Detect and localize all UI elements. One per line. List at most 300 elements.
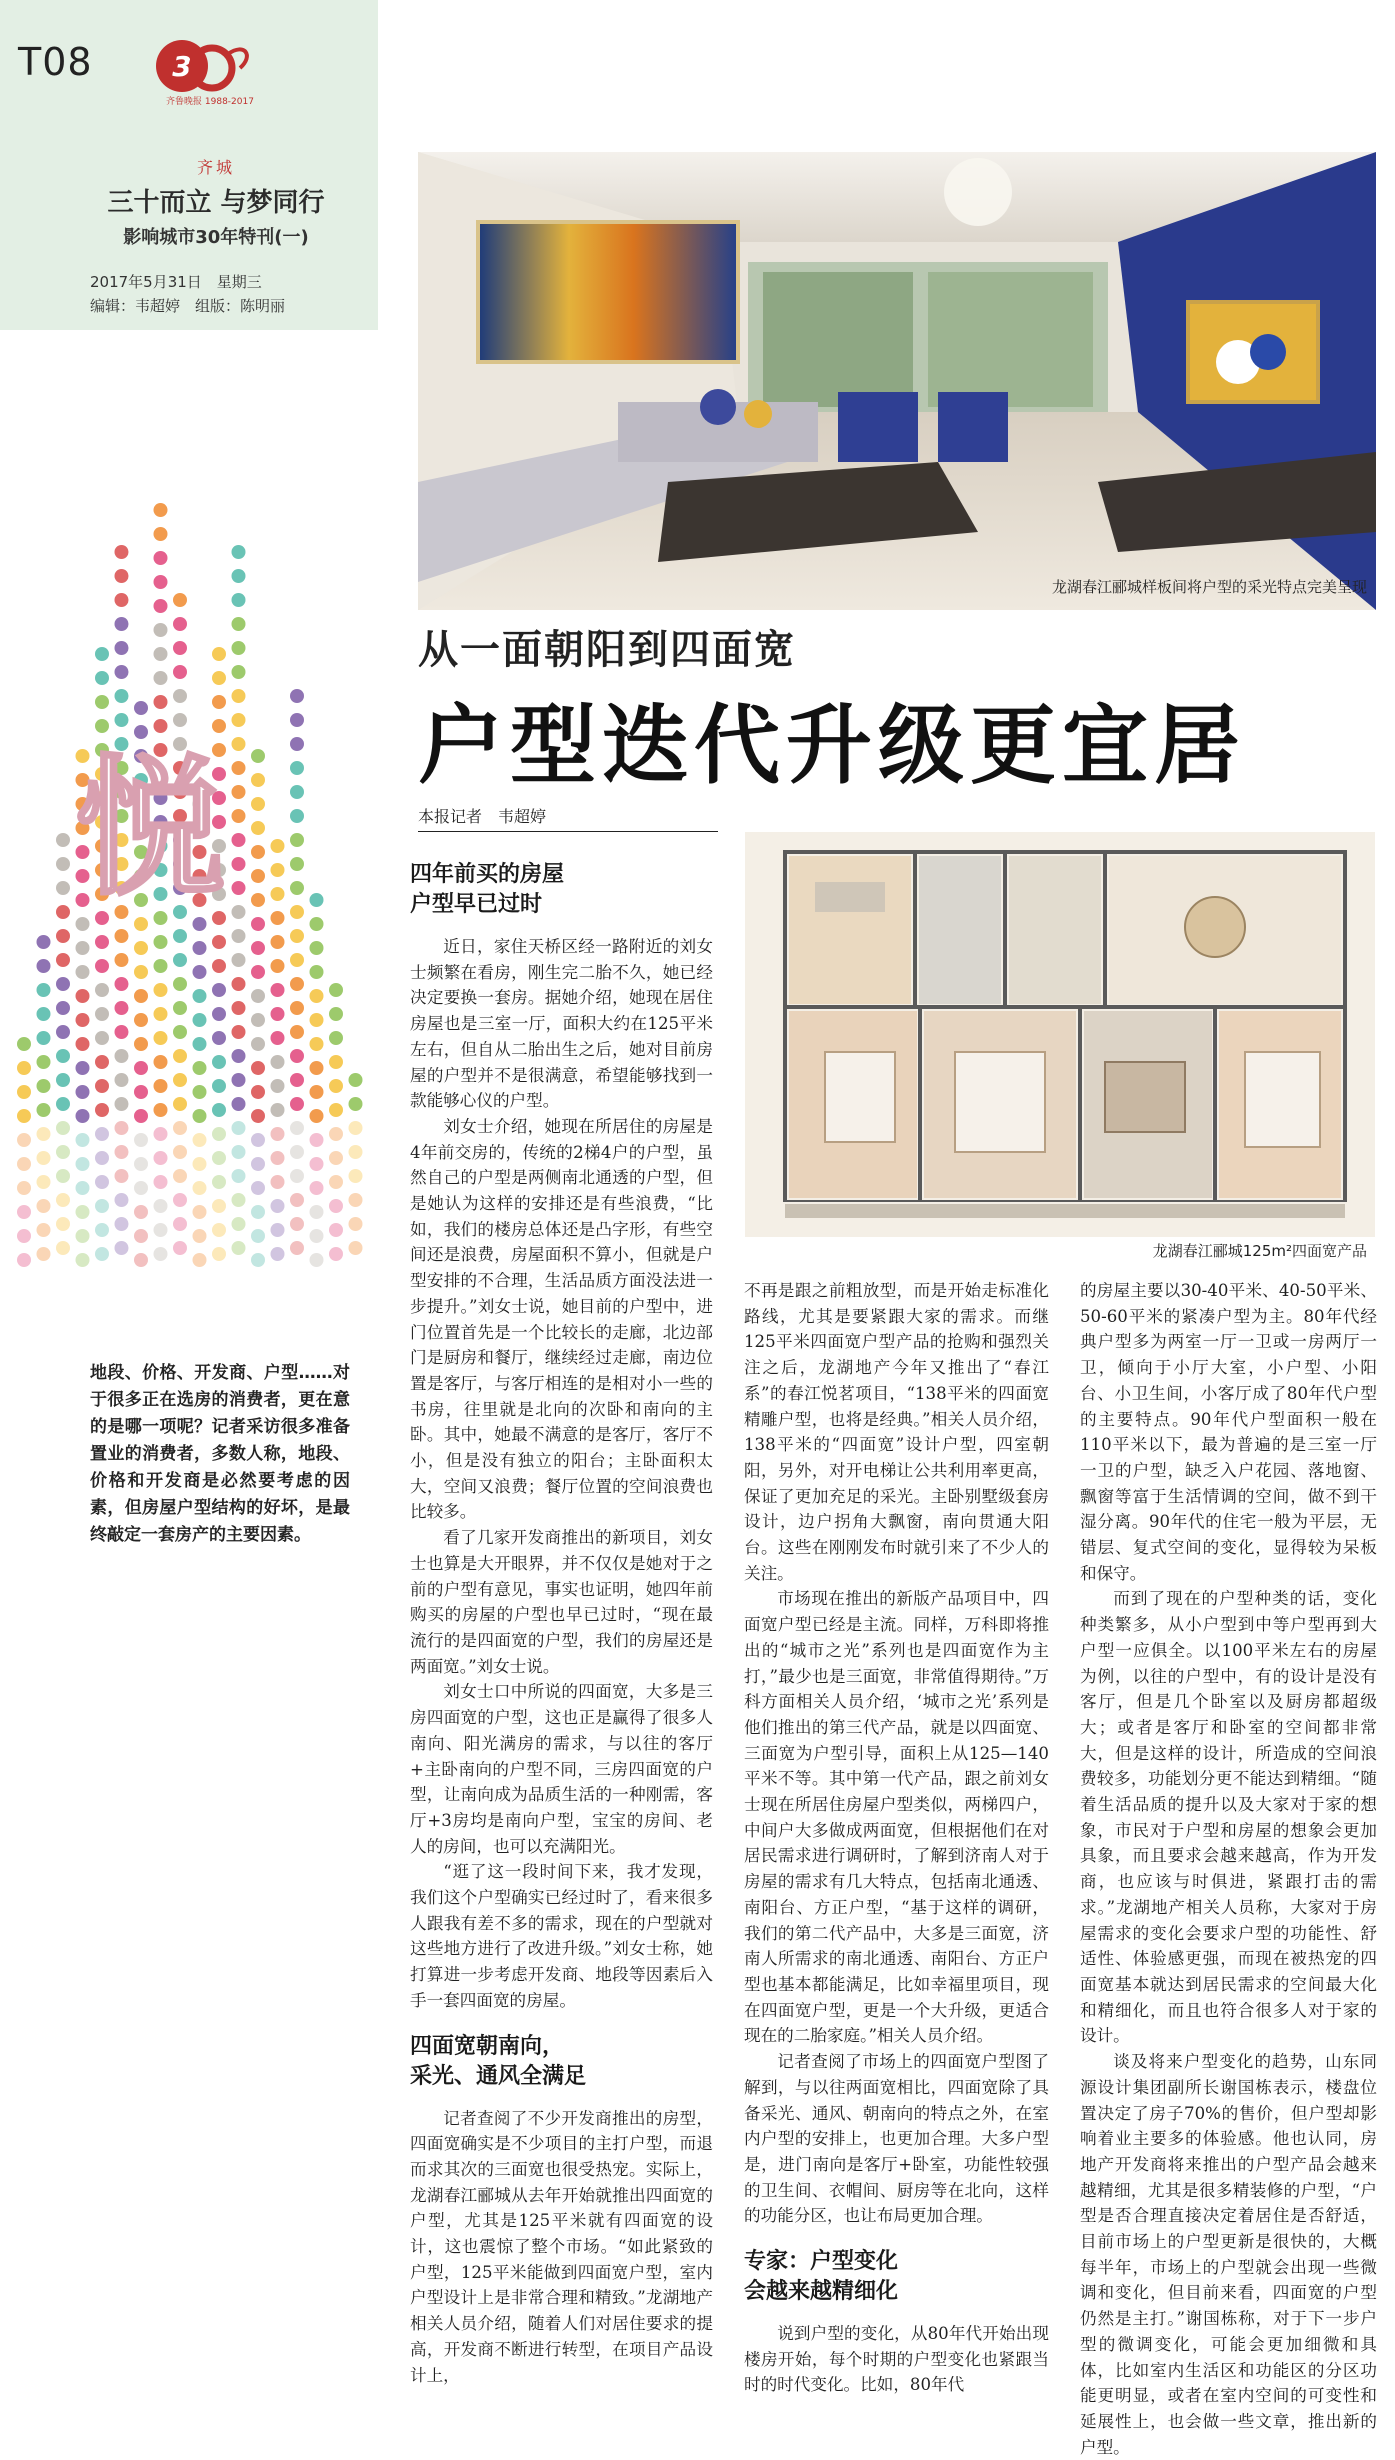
decor-dot [193,1229,207,1243]
decor-dot [290,785,304,799]
decor-dot [56,1097,70,1111]
paragraph: 近日，家住天桥区经一路附近的刘女士频繁在看房，刚生完二胎不久，她已经决定要换一套房。据她介绍，她现在居住房屋也是三室一厅，面积大约在125平米左右，但自从二胎出生之后，她对目前房屋的户型并不是很满意，希望能够找到一款能够心仪的户型。 [410,937,713,1111]
living-room-photo [418,152,1376,610]
decor-dot [95,959,109,973]
decor-dot [251,941,265,955]
decor-dot [212,1103,226,1117]
decor-dot [173,929,187,943]
decor-dot [76,1109,90,1123]
decor-dot [329,1007,343,1021]
decor-dot [76,1181,90,1195]
page-number: T08 [18,40,93,84]
decor-dot [56,1193,70,1207]
decor-dot [193,1085,207,1099]
floor-plan-caption: 龙湖春江郦城125m²四面宽产品 [1152,1242,1367,1260]
decor-dot [115,545,129,559]
decor-dot [154,575,168,589]
decor-dot [95,719,109,733]
article-headline: 户型迭代升级更宜居 [418,696,1246,796]
decor-dot [310,941,324,955]
paragraph: 不再是跟之前粗放型，而是开始走标准化路线，尤其是要紧跟大家的需求。而继125平米四面宽户型产品的抢购和强烈关注之后，龙湖地产今年又推出了“春江系”的春江悦茗项目，“138平米的四面宽精雕户型，也将是经典。”相关人员介绍，138平米的“四面宽”设计户型，四室朝阳，另外，对开电梯让公共利用率更高，保证了更加充足的采光。主卧别墅级套房设计，边户拐角大飘窗，南向贯通大阳台。这些在刚刚发布时就引来了不少人的关注。 [744,1281,1049,1583]
decor-dot [271,983,285,997]
special-kicker: 齐城 [196,158,235,177]
decor-dot [76,917,90,931]
decor-dot [232,545,246,559]
decor-dot [134,1061,148,1075]
decorative-dots-art [10,460,370,1280]
decor-dot [95,1079,109,1093]
article-kicker: 从一面朝阳到四面宽 [418,627,796,673]
decor-dot [290,881,304,895]
decor-dot [329,1199,343,1213]
decor-dot [251,1109,265,1123]
paragraph: 记者查阅了市场上的四面宽户型图了解到，与以往两面宽相比，四面宽除了具备采光、通风、朝南向的特点之外，在室内户型的安排上，也更加合理。大多户型是，进门南向是客厅+卧室，功能性较强的卫生间、衣帽间、厨房等在北向，这样的功能分区，也让布局更加合理。 [744,2052,1049,2226]
paragraph: 刘女士介绍，她现在所居住的房屋是4年前交房的，传统的2梯4户的户型，虽然自己的户型是两侧南北通透的户型，但是她认为这样的安排还是有些浪费，“比如，我们的楼房总体还是凸字形，有些空间还是浪费，房屋面积不算小，但就是户型安排的不合理，生活品质方面没法进一步提升。”刘女士说，她目前的户型中，进门位置首先是一个比较长的走廊，北边部门是厨房和餐厅，继续经过走廊，南边位置是客厅，与客厅相连的是相对小一些的书房，往里就是北向的次卧和南向的主卧。其中，她最不满意的是客厅，客厅不小，但是没有独立的阳台；主卧面积太大，空间又浪费；餐厅位置的空间浪费也比较多。 [410,1116,713,1522]
decor-dot [349,1169,363,1183]
decor-dot [212,1223,226,1237]
decor-dot [17,1253,31,1267]
decor-dot [154,1055,168,1069]
subheading-3-line-2: 会越来越精细化 [744,2279,899,2305]
byline: 本报记者 韦超婷 [418,804,718,832]
decor-dot [290,1241,304,1255]
decor-dot [310,1061,324,1075]
decor-dot [271,935,285,949]
decor-dot [134,1157,148,1171]
decor-dot [251,1229,265,1243]
decor-dot [56,1241,70,1255]
anniversary-logo [150,34,258,112]
decor-dot [154,1223,168,1237]
decor-dot [310,1085,324,1099]
decor-dot [76,1133,90,1147]
decor-dot [251,1253,265,1267]
decor-dot [115,665,129,679]
decor-dot [212,1151,226,1165]
issue-date: 2017年5月31日 星期三 [90,273,262,291]
decor-dot [232,569,246,583]
decor-dot [329,1055,343,1069]
paragraph: 谈及将来户型变化的趋势，山东同源设计集团副所长谢国栋表示，楼盘位置决定了房子70%的售价，但户型却影响着业主要多的体验感。他也认同，房地产开发商将来推出的户型产品会越来越精细，尤其是很多精装修的户型，“户型是否合理直接决定着居住是否舒适，目前市场上的户型更新是很快的，大概每半年，市场上的户型就会出现一些微调和变化，但目前来看，四面宽的户型仍然是主打。”谢国栋称，对于下一步户型的微调变化，可能会更加细微和具体，比如室内生活区和功能区的分区功能更明显，或者在室内空间的可变性和延展性上，也会做一些文章，推出新的户型。 [1080,2052,1377,2457]
paragraph: 看了几家开发商推出的新项目，刘女士也算是大开眼界，并不仅仅是她对于之前的户型有意见，事实也证明，她四年前购买的房屋的户型也早已过时，“现在最流行的是四面宽的户型，我们的房屋还是两面宽。”刘女士说。 [410,1528,713,1676]
decor-dot [251,869,265,883]
decor-dot [310,1157,324,1171]
article-column-1 [410,860,713,2388]
decor-dot [271,839,285,853]
paragraph: 刘女士口中所说的四面宽，大多是三房四面宽的户型，这也正是赢得了很多人南向、阳光满房的需求，与以往的客厅+主卧南向的户型不同，三房四面宽的户型，让南向成为品质生活的一种刚需，客厅+3房均是南向户型，宝宝的房间、老人的房间，也可以充满阳光。 [410,1682,713,1856]
decor-dot [37,1007,51,1021]
decor-dot [310,1181,324,1195]
decor-dot [134,1013,148,1027]
decor-dot [329,1151,343,1165]
decor-dot [56,857,70,871]
decor-dot [17,1181,31,1195]
decor-dot [17,1157,31,1171]
decor-dot [232,953,246,967]
decor-dot [251,1085,265,1099]
decor-dot [290,1049,304,1063]
decor-dot [251,1157,265,1171]
decor-dot [232,1145,246,1159]
decor-dot [115,617,129,631]
hero-caption: 龙湖春江郦城样板间将户型的采光特点完美呈现 [1051,578,1367,596]
decor-dot [193,1013,207,1027]
decor-dot [290,713,304,727]
decor-dot [212,1127,226,1141]
decor-dot [193,1061,207,1075]
special-issue-block [86,155,346,249]
decor-dot [37,1127,51,1141]
decor-dot [37,1151,51,1165]
decor-dot [95,1247,109,1261]
decor-dot [76,1205,90,1219]
decor-dot [115,1097,129,1111]
decor-dot [115,953,129,967]
decor-dot [17,1109,31,1123]
decor-dot [115,569,129,583]
decor-dot [271,1055,285,1069]
decor-dot [95,1199,109,1213]
decor-dot [56,1169,70,1183]
article-column-3 [1080,1278,1377,2460]
decor-dot [290,1193,304,1207]
decor-dot [173,1001,187,1015]
decor-dot [329,1079,343,1093]
decor-dot [290,737,304,751]
decor-dot [134,1229,148,1243]
decor-dot [232,1025,246,1039]
decor-dot [193,941,207,955]
decor-dot [232,1169,246,1183]
decor-dot [212,1007,226,1021]
decor-dot [134,1133,148,1147]
decor-dot [17,1085,31,1099]
decor-dot [310,1229,324,1243]
decor-dot [154,1247,168,1261]
decor-dot [173,689,187,703]
decor-dot [290,929,304,943]
decor-dot [232,1241,246,1255]
decor-dot [212,719,226,733]
decor-dot [154,1151,168,1165]
decor-dot [76,1085,90,1099]
decor-dot [95,935,109,949]
decor-dot [271,1031,285,1045]
decor-dot [310,1013,324,1027]
decor-dot [290,1217,304,1231]
sidebar-summary: 地段、价格、开发商、户型……对于很多正在选房的消费者，更在意的是哪一项呢？记者采访很多准备置业的消费者，多数人称，地段、价格和开发商是必然要考虑的因素，但房屋户型结构的好坏，是最终敲定一套房产的主要因素。 [90,1363,350,1545]
paragraph: “逛了这一段时间下来，我才发现，我们这个户型确实已经过时了，看来很多人跟我有差不多的需求，现在的户型就对这些地方进行了改进升级。”刘女士称，她打算进一步考虑开发商、地段等因素后入手一套四面宽的房屋。 [410,1862,713,2010]
paragraph: 的房屋主要以30-40平米、40-50平米、50-60平米的紧凑户型为主。80年代经典户型多为两室一厅一卫或一房两厅一卫，倾向于小厅大室，小户型、小阳台、小卫生间，小客厅成了80年代户型的主要特点。90年代户型面积一般在110平米以下，最为普遍的是三室一厅一卫的户型，缺乏入户花园、落地窗、飘窗等富于生活情调的空间，做不到干湿分离。90年代的住宅一般为平层，无错层、复式空间的变化，显得较为呆板和保守。 [1080,1281,1377,1583]
decor-dot [37,1055,51,1069]
decor-dot [76,1061,90,1075]
decor-dot [95,1151,109,1165]
decor-dot [271,1103,285,1117]
decor-dot [232,905,246,919]
decor-dot [115,1145,129,1159]
decor-dot [37,1103,51,1117]
decor-dot [251,1181,265,1195]
decor-dot [193,1181,207,1195]
decor-dot [212,671,226,685]
decor-dot [232,977,246,991]
decor-dot [56,905,70,919]
decor-dot [134,1109,148,1123]
decor-dot [173,713,187,727]
decor-dot [349,1217,363,1231]
decor-dot [329,1103,343,1117]
decor-dot [173,665,187,679]
decor-dot [95,1175,109,1189]
decor-dot [134,1253,148,1267]
decor-dot [232,665,246,679]
decor-dot [37,1175,51,1189]
decor-dot [232,1097,246,1111]
decor-dot [56,953,70,967]
decor-dot [232,737,246,751]
decor-dot [173,1073,187,1087]
decor-dot [290,857,304,871]
decor-dot [56,1073,70,1087]
subheading-2 [410,2032,713,2092]
decor-dot [212,647,226,661]
decor-dot [271,1127,285,1141]
decor-dot [56,1025,70,1039]
decor-dot [76,1013,90,1027]
decor-dot [251,749,265,763]
decor-dot [349,1145,363,1159]
decor-dot [290,905,304,919]
decor-dot [251,845,265,859]
decor-dot [173,953,187,967]
decor-dot [115,1025,129,1039]
decor-dot [17,1205,31,1219]
decor-dot [232,713,246,727]
decor-dot [56,1001,70,1015]
subheading-1-line-1: 四年前买的房屋 [410,862,565,887]
paragraph: 市场现在推出的新版产品项目中，四面宽户型已经是主流。同样，万科即将推出的“城市之光”系列也是四面宽作为主打，”最少也是三面宽，非常值得期待。”万科方面相关人员介绍，‘城市之光’系列是他们推出的第三代产品，就是以四面宽、三面宽为户型引导，面积上从125—140平米不等。其中第一代产品，跟之前刘女士现在所居住房屋户型类似，两梯四户，中间户大多做成两面宽，但根据他们在对居民需求进行调研时，了解到济南人对于房屋的需求有几大特点，包括南北通透、南阳台、方正户型，“基于这样的调研，我们的第二代产品中，大多是三面宽，济南人所需求的南北通透、南阳台、方正户型也基本都能满足，比如幸福里项目，现在四面宽户型，更是一个大升级，更适合现在的二胎家庭。”相关人员介绍。 [744,1589,1049,2046]
decor-dot [154,527,168,541]
svg-text:3: 3 [172,50,192,83]
decor-dot [115,1049,129,1063]
decor-dot [95,1055,109,1069]
decor-dot [173,593,187,607]
decor-dot [310,965,324,979]
decor-dot [349,1193,363,1207]
decor-dot [173,641,187,655]
decor-dot [290,1145,304,1159]
decor-dot [232,617,246,631]
decor-dot [154,719,168,733]
decor-dot [251,989,265,1003]
subheading-3 [744,2247,1049,2307]
decor-dot [17,1133,31,1147]
decor-dot [290,1169,304,1183]
decor-dot [173,1217,187,1231]
decor-dot [232,641,246,655]
decor-dot [154,647,168,661]
decor-dot [173,1025,187,1039]
decor-character: 悦 [74,742,226,916]
decor-dot [134,725,148,739]
decor-dot [115,1073,129,1087]
decor-dot [349,1097,363,1111]
decor-dot [251,893,265,907]
decor-dot [329,1223,343,1237]
decor-dot [193,1157,207,1171]
decor-dot [212,1247,226,1261]
decor-dot [173,977,187,991]
decor-dot [212,695,226,709]
decor-dot [154,1199,168,1213]
decor-dot [154,1103,168,1117]
decor-dot [193,1037,207,1051]
decor-dot [95,1127,109,1141]
decor-dot [310,1133,324,1147]
decor-dot [290,809,304,823]
decor-dot [310,989,324,1003]
decor-dot [154,959,168,973]
decor-dot [290,1097,304,1111]
decor-dot [232,833,246,847]
decor-dot [154,695,168,709]
decor-dot [271,1199,285,1213]
decor-dot [56,1049,70,1063]
decor-dot [37,983,51,997]
decor-dot [76,965,90,979]
decor-dot [212,959,226,973]
decor-dot [290,1073,304,1087]
decor-dot [193,1133,207,1147]
decor-dot [134,701,148,715]
special-subtitle: 影响城市30年特刊(一) [123,227,309,248]
decor-dot [115,1169,129,1183]
decor-dot [212,1175,226,1189]
issue-meta [90,270,285,318]
decor-dot [95,1103,109,1117]
decor-dot [173,1241,187,1255]
decor-dot [232,881,246,895]
decor-dot [134,989,148,1003]
decor-dot [17,1229,31,1243]
decor-dot [212,1031,226,1045]
paragraph: 记者查阅了不少开发商推出的房型，四面宽确实是不少项目的主打户型，而退而求其次的三面宽也很受热宠。实际上，龙湖春江郦城从去年开始就推出四面宽的户型，尤其是125平米就有四面宽的设计，这也震惊了整个市场。“如此紧致的户型，125平米能做到四面宽户型，室内户型设计上是非常合理和精致。”龙湖地产相关人员介绍，随着人们对居住要求的提高，开发商不断进行转型，在项目产品设计上， [410,2108,713,2385]
decor-dot [290,1121,304,1135]
decor-dot [251,773,265,787]
decor-dot [173,1169,187,1183]
decor-dot [173,1145,187,1159]
decor-dot [232,809,246,823]
decor-dot [154,599,168,613]
decor-dot [56,1145,70,1159]
decor-dot [251,821,265,835]
decor-dot [115,1217,129,1231]
decor-dot [271,1151,285,1165]
decor-dot [154,935,168,949]
decor-dot [193,917,207,931]
decor-dot [95,1007,109,1021]
decor-dot [251,1013,265,1027]
decor-dot [232,689,246,703]
decor-dot [115,641,129,655]
decor-dot [193,1205,207,1219]
decor-dot [17,1061,31,1075]
decor-dot [115,713,129,727]
decor-dot [251,1133,265,1147]
decor-dot [310,1109,324,1123]
paragraph: 而到了现在的户型种类的话，变化种类繁多，从小户型到中等户型再到大户型一应俱全。以100平米左右的房屋为例，以往的户型中，有的设计是没有客厅，但是几个卧室以及厨房都超级大；或者是客厅和卧室的空间都非常大，但是这样的设计，所造成的空间浪费较多，功能划分更不能达到精细。“随着生活品质的提升以及大家对于家的想象，市民对于户型和房屋的想象会更加具象，而且要求会越来越高，作为开发商，也应该与时俱进，紧跟打击的需求。”龙湖地产相关人员称，大家对于房屋需求的变化会要求户型的功能性、舒适性、体验感更强，而现在被热宠的四面宽基本就达到居民需求的空间最大化和精细化，而且也符合很多人对于家的设计。 [1080,1589,1377,2046]
decor-dot [251,1037,265,1051]
decor-dot [329,1175,343,1189]
decor-dot [134,941,148,955]
decor-dot [154,1031,168,1045]
decor-dot [271,863,285,877]
decor-dot [154,1175,168,1189]
decor-dot [349,1241,363,1255]
decor-dot [115,689,129,703]
decor-dot [310,893,324,907]
decor-dot [115,1121,129,1135]
decor-dot [271,959,285,973]
decor-dot [134,1037,148,1051]
decor-dot [76,989,90,1003]
decor-dot [37,1199,51,1213]
decor-dot [251,917,265,931]
decor-dot [154,1007,168,1021]
decor-dot [251,1061,265,1075]
decor-dot [271,1223,285,1237]
decor-dot [154,503,168,517]
decor-dot [95,1031,109,1045]
decor-dot [37,1079,51,1093]
decor-dot [193,1109,207,1123]
decor-dot [232,929,246,943]
decor-dot [173,1193,187,1207]
decor-dot [173,1121,187,1135]
decor-dot [134,1205,148,1219]
decor-dot [154,551,168,565]
decor-dot [251,965,265,979]
decor-dot [271,1079,285,1093]
decor-dot [329,1247,343,1261]
decor-dot [134,917,148,931]
paragraph: 说到户型的变化，从80年代开始出现楼房开始，每个时期的户型变化也紧跟当时的时代变化。比如，80年代 [744,2324,1049,2395]
decor-dot [310,1253,324,1267]
decor-dot [232,1073,246,1087]
decor-dot [76,1157,90,1171]
decor-dot [232,1121,246,1135]
decor-dot [271,887,285,901]
logo-small-text: 齐鲁晚报 1988-2017 [166,97,254,107]
decor-dot [290,977,304,991]
issue-editors: 编辑：韦超婷 组版：陈明丽 [90,297,286,315]
decor-dot [232,1217,246,1231]
decor-dot [173,1049,187,1063]
decor-dot [290,761,304,775]
article-column-2 [744,1278,1049,2398]
decor-dot [37,1031,51,1045]
decor-dot [232,785,246,799]
decor-dot [310,1205,324,1219]
floor-plan-image [745,832,1375,1237]
subheading-2-line-2: 采光、通风全满足 [410,2063,587,2089]
decor-dot [154,623,168,637]
decor-dot [212,1055,226,1069]
decor-dot [212,1199,226,1213]
decor-dot [115,1193,129,1207]
decor-dot [232,593,246,607]
decor-dot [95,647,109,661]
